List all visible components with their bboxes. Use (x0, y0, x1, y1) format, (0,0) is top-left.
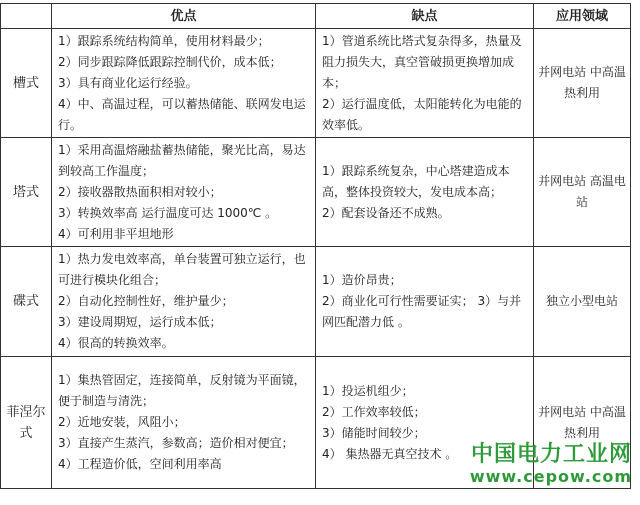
list-item: 4） 集热器无真空技术 。 (322, 446, 458, 461)
table-row (1, 138, 631, 247)
row-pros (52, 138, 316, 247)
list-item: 4）中、高温过程，可以蓄热储能、联网发电运行。 (58, 96, 306, 132)
list-item: 3）储能时间较少； (322, 425, 426, 440)
list-item: 3）直接产生蒸汽，参数高；造价相对便宜； (58, 436, 294, 450)
list-item: 2）同步跟踪降低跟踪控制代价，成本低； (58, 54, 282, 69)
header-pros: 优点 (52, 4, 316, 29)
watermark-name: 中国电力工业网 (470, 442, 632, 467)
list-item: 1）投运机组少； (322, 383, 414, 398)
comparison-table (0, 3, 631, 489)
list-item: 2）接收器散热面积相对较小； (58, 184, 222, 199)
list-item: 4）工程造价低，空间利用率高 (58, 457, 222, 471)
list-item: 3）具有商业化运行经验。 (58, 75, 198, 90)
table-row (1, 29, 631, 138)
row-field: 并网电站 中高温热利用 (534, 29, 631, 138)
row-cons (316, 29, 534, 138)
list-item: 3）建设周期短，运行成本低； (58, 315, 222, 329)
list-item: 2）商业化可行性需要证实； 3）与并网匹配潜力低 。 (322, 294, 522, 329)
list-item: 1）跟踪系统结构简单，使用材料最少； (58, 33, 270, 48)
row-cons (316, 247, 534, 357)
row-pros (52, 29, 316, 138)
list-item: 2）运行温度低，太阳能转化为电能的效率低。 (322, 96, 522, 132)
row-pros (52, 357, 316, 489)
list-item: 4）可利用非平坦地形 (58, 226, 174, 241)
header-field: 应用领域 (534, 4, 631, 29)
header-cons: 缺点 (316, 4, 534, 29)
row-cons (316, 138, 534, 247)
table-row (1, 247, 631, 357)
list-item: 1）跟踪系统复杂，中心塔建造成本高，整体投资较大，发电成本高； (322, 163, 510, 199)
list-item: 3）转换效率高 运行温度可达 1000℃ 。 (58, 205, 278, 220)
watermark-url: www.cepow.com (469, 467, 632, 486)
header-type (1, 4, 52, 29)
list-item: 1）集热管固定，连接简单，反射镜为平面镜，便于制造与清洗； (58, 373, 306, 408)
row-type-fresnel: 菲涅尔式 (1, 357, 52, 489)
row-field: 独立小型电站 (534, 247, 631, 357)
list-item: 2）近地安装，风阻小； (58, 415, 186, 429)
list-item: 2）自动化控制性好，维护量少； (58, 294, 234, 308)
watermark-logo (470, 443, 632, 487)
row-field: 并网电站 高温电站 (534, 138, 631, 247)
list-item: 4）很高的转换效率。 (58, 336, 174, 350)
list-item: 1）造价昂贵； (322, 273, 402, 287)
row-type-dish: 碟式 (1, 247, 52, 357)
list-item: 1）管道系统比塔式复杂得多，热量及阻力损失大，真空管破损更换增加成本； (322, 33, 522, 90)
list-item: 2）配套设备还不成熟。 (322, 205, 450, 220)
row-type-tower: 塔式 (1, 138, 52, 247)
header-row (1, 4, 631, 29)
list-item: 1）采用高温熔融盐蓄热储能，聚光比高，易达到较高工作温度； (58, 142, 306, 178)
list-item: 2）工作效率较低； (322, 404, 426, 419)
row-pros (52, 247, 316, 357)
row-type-trough: 槽式 (1, 29, 52, 138)
row-field: 并网电站 中高温热利用 (534, 357, 631, 489)
list-item: 1）热力发电效率高，单台装置可独立运行，也可进行模块化组合； (58, 252, 306, 287)
